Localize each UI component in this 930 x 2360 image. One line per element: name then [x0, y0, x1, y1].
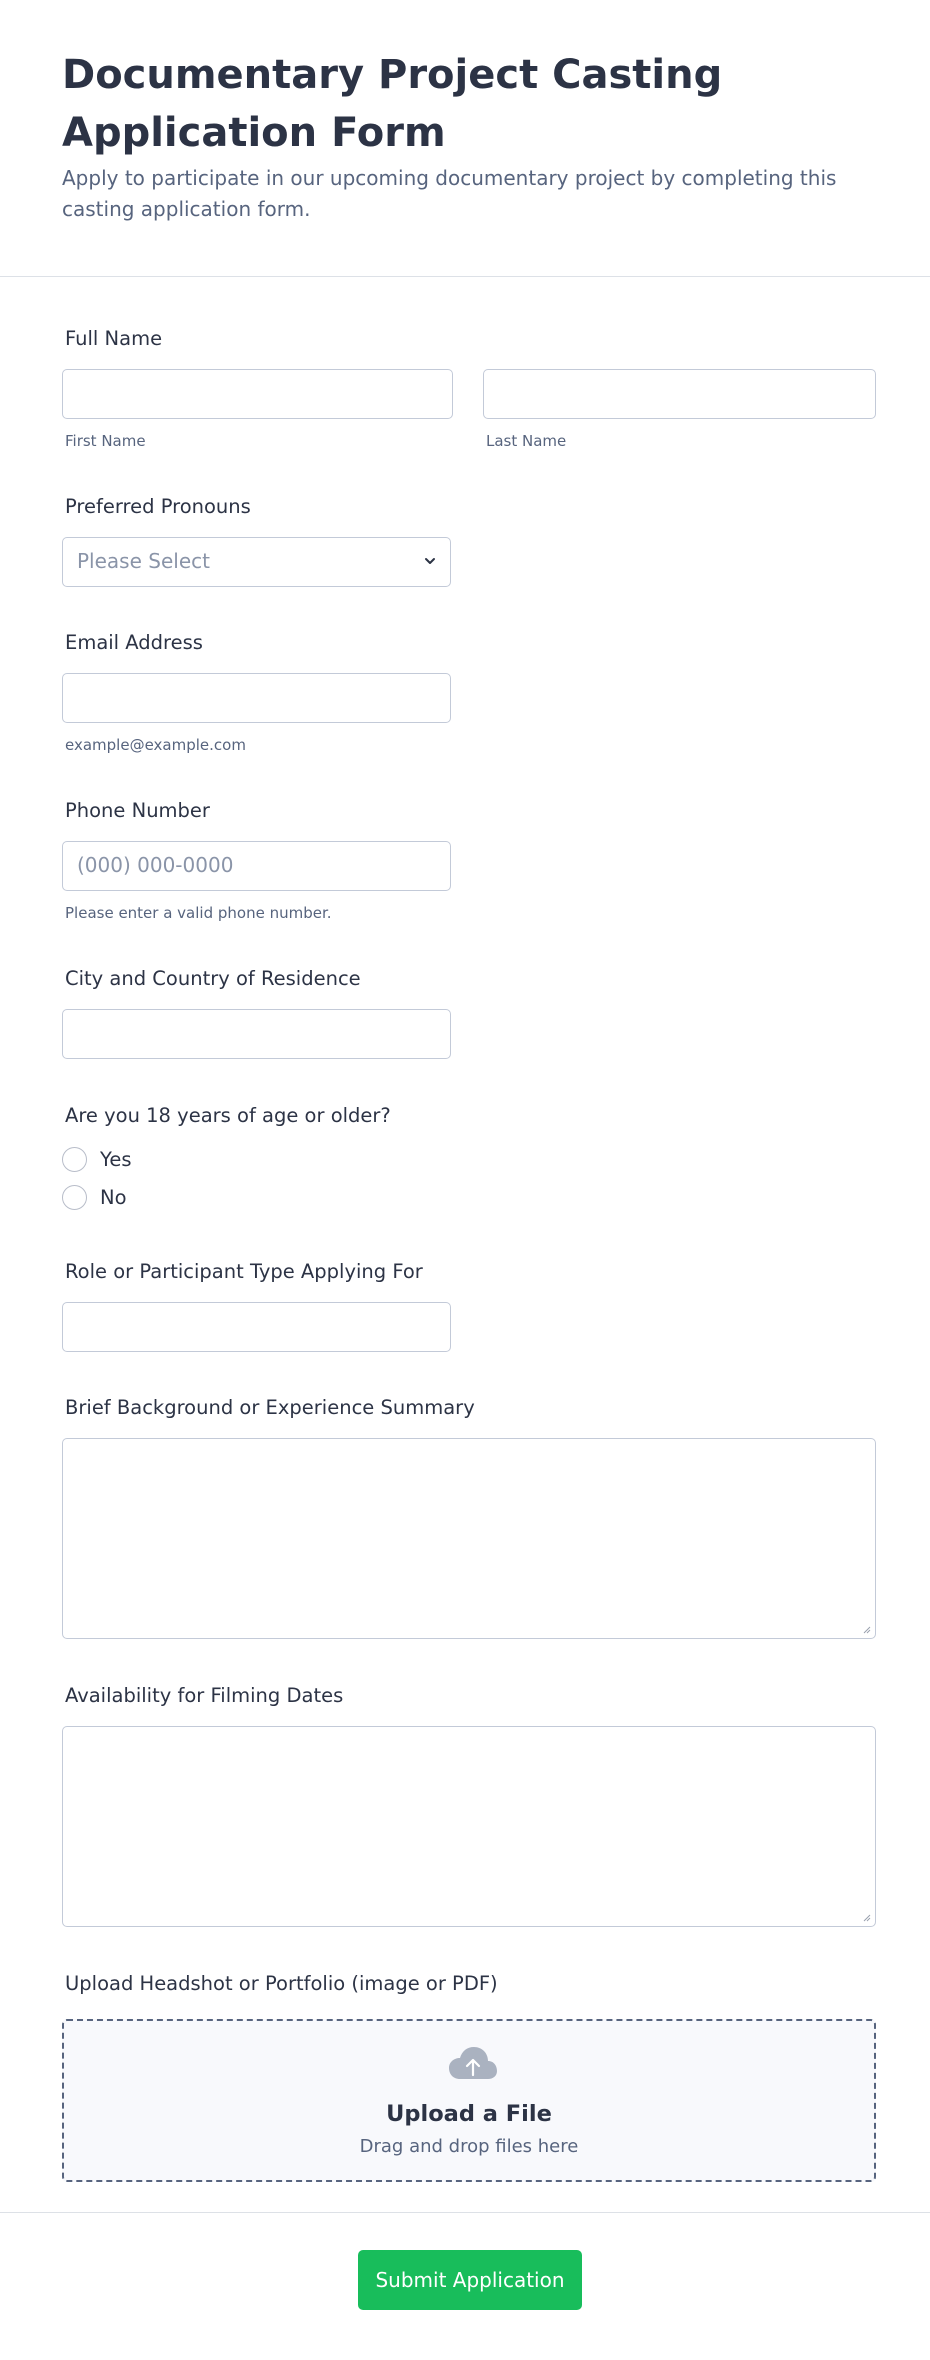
- phone-sublabel: Please enter a valid phone number.: [65, 904, 332, 922]
- radio-label-yes: Yes: [100, 1148, 132, 1171]
- phone-input[interactable]: [62, 841, 451, 891]
- email-field[interactable]: [62, 673, 451, 723]
- availability-label: Availability for Filming Dates: [65, 1684, 344, 1707]
- pronouns-selected-value: Please Select: [77, 549, 210, 573]
- file-dropzone[interactable]: [62, 2019, 876, 2182]
- background-label: Brief Background or Experience Summary: [65, 1396, 475, 1419]
- resize-grip-icon[interactable]: [861, 1912, 871, 1922]
- resize-grip-icon[interactable]: [861, 1624, 871, 1634]
- footer-divider: [0, 2212, 930, 2213]
- age-label: Are you 18 years of age or older?: [65, 1104, 391, 1127]
- radio-circle[interactable]: [62, 1185, 87, 1210]
- upload-hint: Drag and drop files here: [359, 2136, 579, 2157]
- availability-textarea[interactable]: [62, 1726, 876, 1927]
- submit-button[interactable]: Submit Application: [358, 2250, 582, 2310]
- role-input[interactable]: [62, 1302, 451, 1352]
- chevron-down-icon: [422, 553, 438, 569]
- residence-label: City and Country of Residence: [65, 967, 361, 990]
- role-label: Role or Participant Type Applying For: [65, 1260, 423, 1283]
- last-name-sublabel: Last Name: [486, 432, 567, 450]
- first-name-input[interactable]: [62, 369, 453, 419]
- pronouns-label: Preferred Pronouns: [65, 495, 251, 518]
- full-name-label: Full Name: [65, 327, 163, 350]
- cloud-upload-icon: [448, 2045, 498, 2083]
- first-name-sublabel: First Name: [65, 432, 146, 450]
- upload-label: Upload Headshot or Portfolio (image or PDF): [65, 1972, 498, 1995]
- phone-placeholder: (000) 000-0000: [77, 853, 234, 877]
- background-textarea[interactable]: [62, 1438, 876, 1639]
- pronouns-select[interactable]: [62, 537, 451, 587]
- residence-input[interactable]: [62, 1009, 451, 1059]
- radio-circle[interactable]: [62, 1147, 87, 1172]
- page-subtitle: Apply to participate in our upcoming documentary project by completing this casting application form.: [62, 166, 837, 221]
- form-header: [0, 0, 930, 277]
- phone-label: Phone Number: [65, 799, 210, 822]
- upload-title: Upload a File: [386, 2101, 552, 2127]
- radio-label-no: No: [100, 1186, 127, 1209]
- page-title: Documentary Project Casting Application Form: [62, 52, 723, 156]
- last-name-input[interactable]: [483, 369, 876, 419]
- email-label: Email Address: [65, 631, 203, 654]
- email-sublabel: example@example.com: [65, 736, 246, 754]
